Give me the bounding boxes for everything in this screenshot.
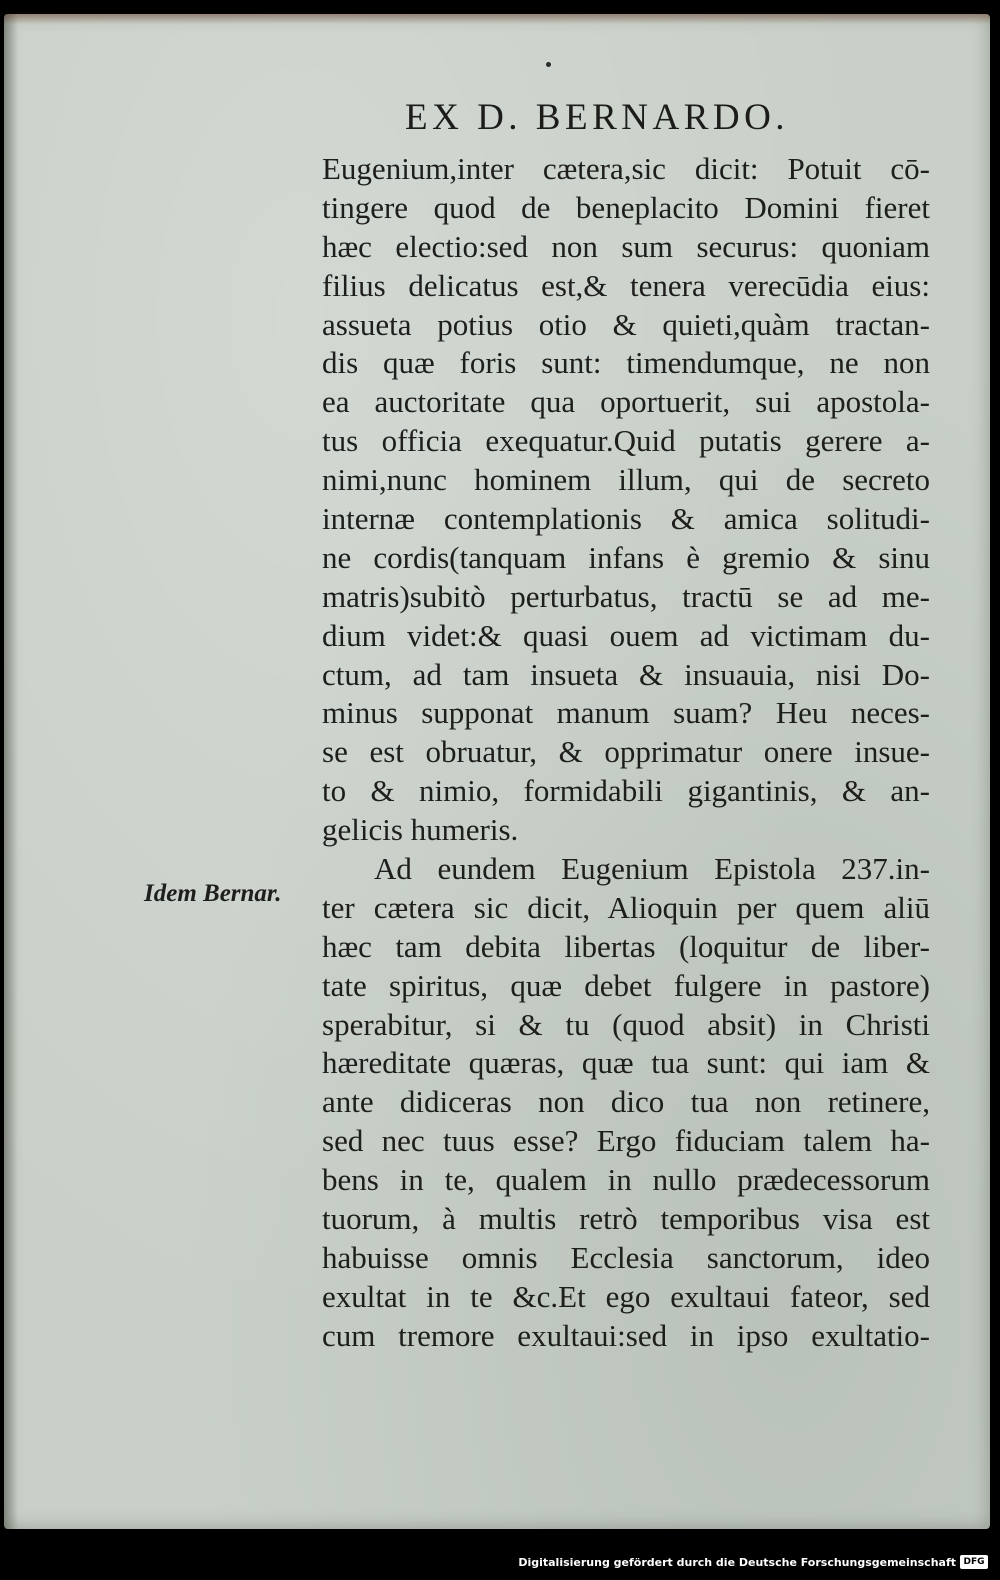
text-line: sed nec tuus esse? Ergo fiduciam talem ha- <box>322 1123 930 1159</box>
text-line: hæc tam debita libertas (loquitur de liber- <box>322 928 930 964</box>
text-line: dis quæ foris sunt: timendumque, ne non <box>322 345 930 381</box>
dfg-logo: DFG <box>960 1555 988 1569</box>
marginal-note: Idem Bernar. <box>144 880 282 907</box>
ink-speck <box>546 62 551 67</box>
running-head: EX D. BERNARDO. <box>405 97 790 138</box>
text-line: hæc electio:sed non sum securus: quoniam <box>322 228 930 264</box>
text-line: internæ contemplationis & amica solitudi- <box>322 501 930 537</box>
text-line: bens in te, qualem in nullo prædecessorum <box>322 1162 930 1198</box>
text-line: hæreditate quæras, quæ tua sunt: qui iam & <box>322 1045 930 1081</box>
text-line: to & nimio, formidabili gigantinis, & an- <box>322 773 930 809</box>
text-line: matris)subitò perturbatus, tractū se ad me- <box>322 578 930 614</box>
text-line: filius delicatus est,& tenera verecūdia eius: <box>322 267 930 303</box>
text-line: ter cætera sic dicit, Alioquin per quem aliū <box>322 889 930 925</box>
text-line: nimi,nunc hominem illum, qui de secreto <box>322 462 930 498</box>
gutter-shadow <box>4 14 18 1529</box>
text-line: tate spiritus, quæ debet fulgere in pastore) <box>322 967 930 1003</box>
text-line: ea auctoritate qua oportuerit, sui apostola- <box>322 384 930 420</box>
text-line: assueta potius otio & quieti,quàm tractan- <box>322 306 930 342</box>
text-line: ante didiceras non dico tua non retinere, <box>322 1084 930 1120</box>
text-line: tingere quod de beneplacito Domini fieret <box>322 189 930 225</box>
text-line: se est obruatur, & opprimatur onere insue- <box>322 734 930 770</box>
text-line: sperabitur, si & tu (quod absit) in Christi <box>322 1006 930 1042</box>
text-line: Eugenium,inter cætera,sic dicit: Potuit cō- <box>322 151 930 186</box>
text-line: ne cordis(tanquam infans è gremio & sinu <box>322 539 930 575</box>
text-line: tuorum, à multis retrò temporibus visa est <box>322 1201 930 1237</box>
body-text <box>322 150 930 1356</box>
text-line: cum tremore exultaui:sed in ipso exultatio- <box>322 1317 930 1353</box>
paragraph-start-line: Ad eundem Eugenium Epistola 237.in- <box>374 851 930 887</box>
text-line: tus officia exequatur.Quid putatis gerere a- <box>322 423 930 459</box>
funding-credit: Digitalisierung gefördert durch die Deutsche Forschungsgemeinschaft <box>518 1556 956 1569</box>
text-line: minus supponat manum suam? Heu neces- <box>322 695 930 731</box>
text-line: gelicis humeris. <box>322 812 519 848</box>
text-line: ctum, ad tam insueta & insuauia, nisi Do- <box>322 656 930 692</box>
text-line: exultat in te &c.Et ego exultaui fateor, sed <box>322 1278 930 1314</box>
text-line: dium videt:& quasi ouem ad victimam du- <box>322 617 930 653</box>
text-line: habuisse omnis Ecclesia sanctorum, ideo <box>322 1239 930 1275</box>
